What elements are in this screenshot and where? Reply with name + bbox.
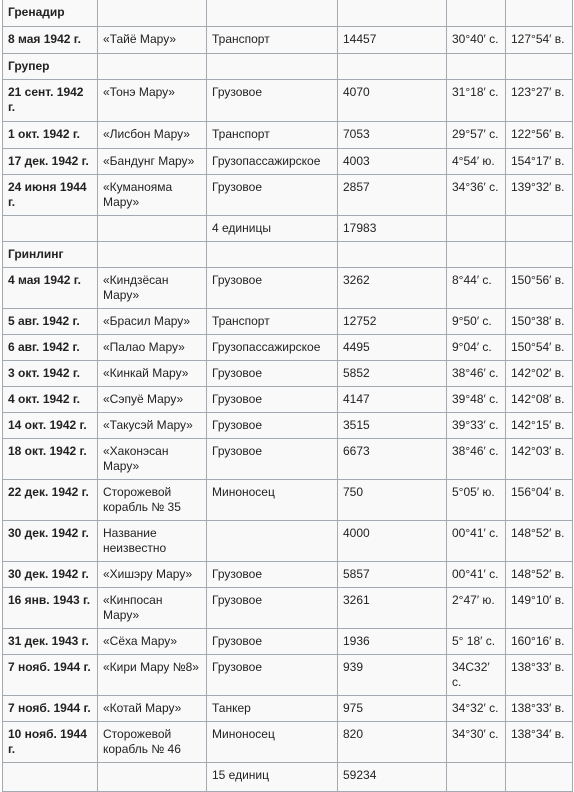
date-cell: 14 окт. 1942 г. (3, 413, 98, 439)
table-row (3, 562, 573, 588)
empty-cell (3, 763, 98, 792)
empty-cell (447, 242, 506, 268)
longitude-cell: 139°32′ в. (506, 175, 573, 216)
latitude-cell: 34°36′ с. (447, 175, 506, 216)
latitude-cell: 34°30′ с. (447, 722, 506, 763)
section-row (3, 242, 573, 268)
latitude-cell: 29°57′ с. (447, 122, 506, 149)
empty-cell (98, 216, 207, 242)
longitude-cell: 142°08′ в. (506, 387, 573, 413)
latitude-cell: 38°46′ с. (447, 439, 506, 480)
latitude-cell: 34C32′ с. (447, 655, 506, 696)
ship-type-cell: Транспорт (207, 27, 338, 54)
date-cell: 6 авг. 1942 г. (3, 335, 98, 361)
empty-cell (506, 216, 573, 242)
date-cell: 17 дек. 1942 г. (3, 149, 98, 175)
date-cell: 24 июня 1944 г. (3, 175, 98, 216)
ship-type-cell: Грузовое (207, 268, 338, 309)
ship-name-cell: «Кири Мару №8» (98, 655, 207, 696)
date-cell: 4 окт. 1942 г. (3, 387, 98, 413)
date-cell: 30 дек. 1942 г. (3, 562, 98, 588)
tonnage-cell: 4003 (338, 149, 447, 175)
latitude-cell: 34°32′ с. (447, 696, 506, 722)
ship-name-cell: «Киндзёсан Мару» (98, 268, 207, 309)
ship-name-cell: «Кинпосан Мару» (98, 588, 207, 629)
longitude-cell: 122°56′ в. (506, 122, 573, 149)
ship-name-cell: «Хишэру Мару» (98, 562, 207, 588)
sunk-ships-table (2, 0, 573, 792)
date-cell: 31 дек. 1943 г. (3, 629, 98, 655)
ship-name-cell: «Сэпуё Мару» (98, 387, 207, 413)
ship-name-cell: «Палао Мару» (98, 335, 207, 361)
table-row (3, 80, 573, 122)
tonnage-cell: 750 (338, 480, 447, 521)
empty-cell (447, 216, 506, 242)
date-cell: 22 дек. 1942 г. (3, 480, 98, 521)
longitude-cell: 142°15′ в. (506, 413, 573, 439)
longitude-cell: 138°33′ в. (506, 655, 573, 696)
tonnage-cell: 820 (338, 722, 447, 763)
total-count: 15 единиц (207, 763, 338, 792)
latitude-cell: 5° 18′ с. (447, 629, 506, 655)
ship-type-cell: Грузовое (207, 562, 338, 588)
ship-type-cell (207, 521, 338, 562)
date-cell: 8 мая 1942 г. (3, 27, 98, 54)
ship-type-cell: Транспорт (207, 122, 338, 149)
date-cell: 3 окт. 1942 г. (3, 361, 98, 387)
ship-name-cell: Сторожевой корабль № 46 (98, 722, 207, 763)
tonnage-cell: 4000 (338, 521, 447, 562)
ship-type-cell: Грузовое (207, 439, 338, 480)
submarine-name: Гренадир (3, 0, 98, 27)
empty-cell (3, 216, 98, 242)
total-row (3, 763, 573, 792)
ship-type-cell: Грузовое (207, 655, 338, 696)
tonnage-cell: 3262 (338, 268, 447, 309)
empty-cell (506, 54, 573, 80)
empty-cell (506, 242, 573, 268)
total-tonnage: 17983 (338, 216, 447, 242)
empty-cell (338, 0, 447, 27)
tonnage-cell: 4070 (338, 80, 447, 122)
date-cell: 18 окт. 1942 г. (3, 439, 98, 480)
ship-type-cell: Грузовое (207, 387, 338, 413)
ship-type-cell: Грузовое (207, 175, 338, 216)
ship-type-cell: Грузовое (207, 629, 338, 655)
empty-cell (338, 242, 447, 268)
empty-cell (98, 242, 207, 268)
ship-name-cell: Сторожевой корабль № 35 (98, 480, 207, 521)
latitude-cell: 2°47′ ю. (447, 588, 506, 629)
date-cell: 7 нояб. 1944 г. (3, 655, 98, 696)
section-row (3, 0, 573, 27)
ship-name-cell: «Такусэй Мару» (98, 413, 207, 439)
table-row (3, 175, 573, 216)
latitude-cell: 9°50′ с. (447, 309, 506, 335)
ship-type-cell: Грузовое (207, 80, 338, 122)
latitude-cell: 4°54′ ю. (447, 149, 506, 175)
latitude-cell: 00°41′ с. (447, 562, 506, 588)
latitude-cell: 00°41′ с. (447, 521, 506, 562)
submarine-name: Гринлинг (3, 242, 98, 268)
longitude-cell: 148°52′ в. (506, 521, 573, 562)
date-cell: 1 окт. 1942 г. (3, 122, 98, 149)
ship-name-cell: «Тонэ Мару» (98, 80, 207, 122)
empty-cell (447, 54, 506, 80)
empty-cell (506, 0, 573, 27)
longitude-cell: 156°04′ в. (506, 480, 573, 521)
ship-name-cell: «Тайё Мару» (98, 27, 207, 54)
longitude-cell: 150°54′ в. (506, 335, 573, 361)
ship-name-cell: «Брасил Мару» (98, 309, 207, 335)
ship-name-cell: «Сёха Мару» (98, 629, 207, 655)
table-row (3, 149, 573, 175)
ship-type-cell: Грузопассажирское (207, 335, 338, 361)
ship-type-cell: Грузовое (207, 588, 338, 629)
latitude-cell: 30°40′ с. (447, 27, 506, 54)
table-row (3, 655, 573, 696)
ship-type-cell: Танкер (207, 696, 338, 722)
tonnage-cell: 7053 (338, 122, 447, 149)
table-row (3, 588, 573, 629)
date-cell: 5 авг. 1942 г. (3, 309, 98, 335)
table-row (3, 27, 573, 54)
longitude-cell: 150°38′ в. (506, 309, 573, 335)
latitude-cell: 31°18′ с. (447, 80, 506, 122)
latitude-cell: 39°48′ с. (447, 387, 506, 413)
date-cell: 7 нояб. 1944 г. (3, 696, 98, 722)
ship-name-cell: «Лисбон Мару» (98, 122, 207, 149)
date-cell: 21 сент. 1942 г. (3, 80, 98, 122)
table-row (3, 629, 573, 655)
latitude-cell: 8°44′ с. (447, 268, 506, 309)
empty-cell (207, 0, 338, 27)
empty-cell (447, 0, 506, 27)
table-row (3, 722, 573, 763)
ship-name-cell: «Котай Мару» (98, 696, 207, 722)
ship-name-cell: «Бандунг Мару» (98, 149, 207, 175)
ship-name-cell: «Куманояма Мару» (98, 175, 207, 216)
empty-cell (207, 54, 338, 80)
table-row (3, 480, 573, 521)
date-cell: 30 дек. 1942 г. (3, 521, 98, 562)
table-row (3, 268, 573, 309)
table-row (3, 309, 573, 335)
longitude-cell: 142°02′ в. (506, 361, 573, 387)
ship-type-cell: Грузовое (207, 361, 338, 387)
table-row (3, 521, 573, 562)
date-cell: 16 янв. 1943 г. (3, 588, 98, 629)
tonnage-cell: 975 (338, 696, 447, 722)
tonnage-cell: 14457 (338, 27, 447, 54)
tonnage-cell: 3261 (338, 588, 447, 629)
tonnage-cell: 5852 (338, 361, 447, 387)
total-row (3, 216, 573, 242)
longitude-cell: 123°27′ в. (506, 80, 573, 122)
table-row (3, 696, 573, 722)
submarine-name: Групер (3, 54, 98, 80)
total-count: 4 единицы (207, 216, 338, 242)
table-row (3, 361, 573, 387)
longitude-cell: 142°03′ в. (506, 439, 573, 480)
ship-type-cell: Миноносец (207, 722, 338, 763)
latitude-cell: 5°05′ ю. (447, 480, 506, 521)
table-row (3, 122, 573, 149)
ship-name-cell: «Хаконэсан Мару» (98, 439, 207, 480)
longitude-cell: 138°34′ в. (506, 722, 573, 763)
table-row (3, 439, 573, 480)
ship-name-cell: Название неизвестно (98, 521, 207, 562)
tonnage-cell: 12752 (338, 309, 447, 335)
empty-cell (338, 54, 447, 80)
latitude-cell: 38°46′ с. (447, 361, 506, 387)
section-row (3, 54, 573, 80)
longitude-cell: 154°17′ в. (506, 149, 573, 175)
longitude-cell: 150°56′ в. (506, 268, 573, 309)
ship-type-cell: Миноносец (207, 480, 338, 521)
table-row (3, 387, 573, 413)
latitude-cell: 9°04′ с. (447, 335, 506, 361)
total-tonnage: 59234 (338, 763, 447, 792)
tonnage-cell: 2857 (338, 175, 447, 216)
table-row (3, 413, 573, 439)
table-body (3, 0, 573, 792)
tonnage-cell: 5857 (338, 562, 447, 588)
date-cell: 10 нояб. 1944 г. (3, 722, 98, 763)
tonnage-cell: 3515 (338, 413, 447, 439)
table-row (3, 335, 573, 361)
ship-type-cell: Грузовое (207, 413, 338, 439)
longitude-cell: 127°54′ в. (506, 27, 573, 54)
empty-cell (506, 763, 573, 792)
tonnage-cell: 1936 (338, 629, 447, 655)
ship-type-cell: Грузопассажирское (207, 149, 338, 175)
empty-cell (98, 0, 207, 27)
ship-name-cell: «Кинкай Мару» (98, 361, 207, 387)
empty-cell (207, 242, 338, 268)
tonnage-cell: 4147 (338, 387, 447, 413)
tonnage-cell: 4495 (338, 335, 447, 361)
tonnage-cell: 6673 (338, 439, 447, 480)
longitude-cell: 138°33′ в. (506, 696, 573, 722)
longitude-cell: 149°10′ в. (506, 588, 573, 629)
ship-type-cell: Транспорт (207, 309, 338, 335)
empty-cell (447, 763, 506, 792)
empty-cell (98, 763, 207, 792)
longitude-cell: 148°52′ в. (506, 562, 573, 588)
tonnage-cell: 939 (338, 655, 447, 696)
longitude-cell: 160°16′ в. (506, 629, 573, 655)
date-cell: 4 мая 1942 г. (3, 268, 98, 309)
latitude-cell: 39°33′ с. (447, 413, 506, 439)
empty-cell (98, 54, 207, 80)
